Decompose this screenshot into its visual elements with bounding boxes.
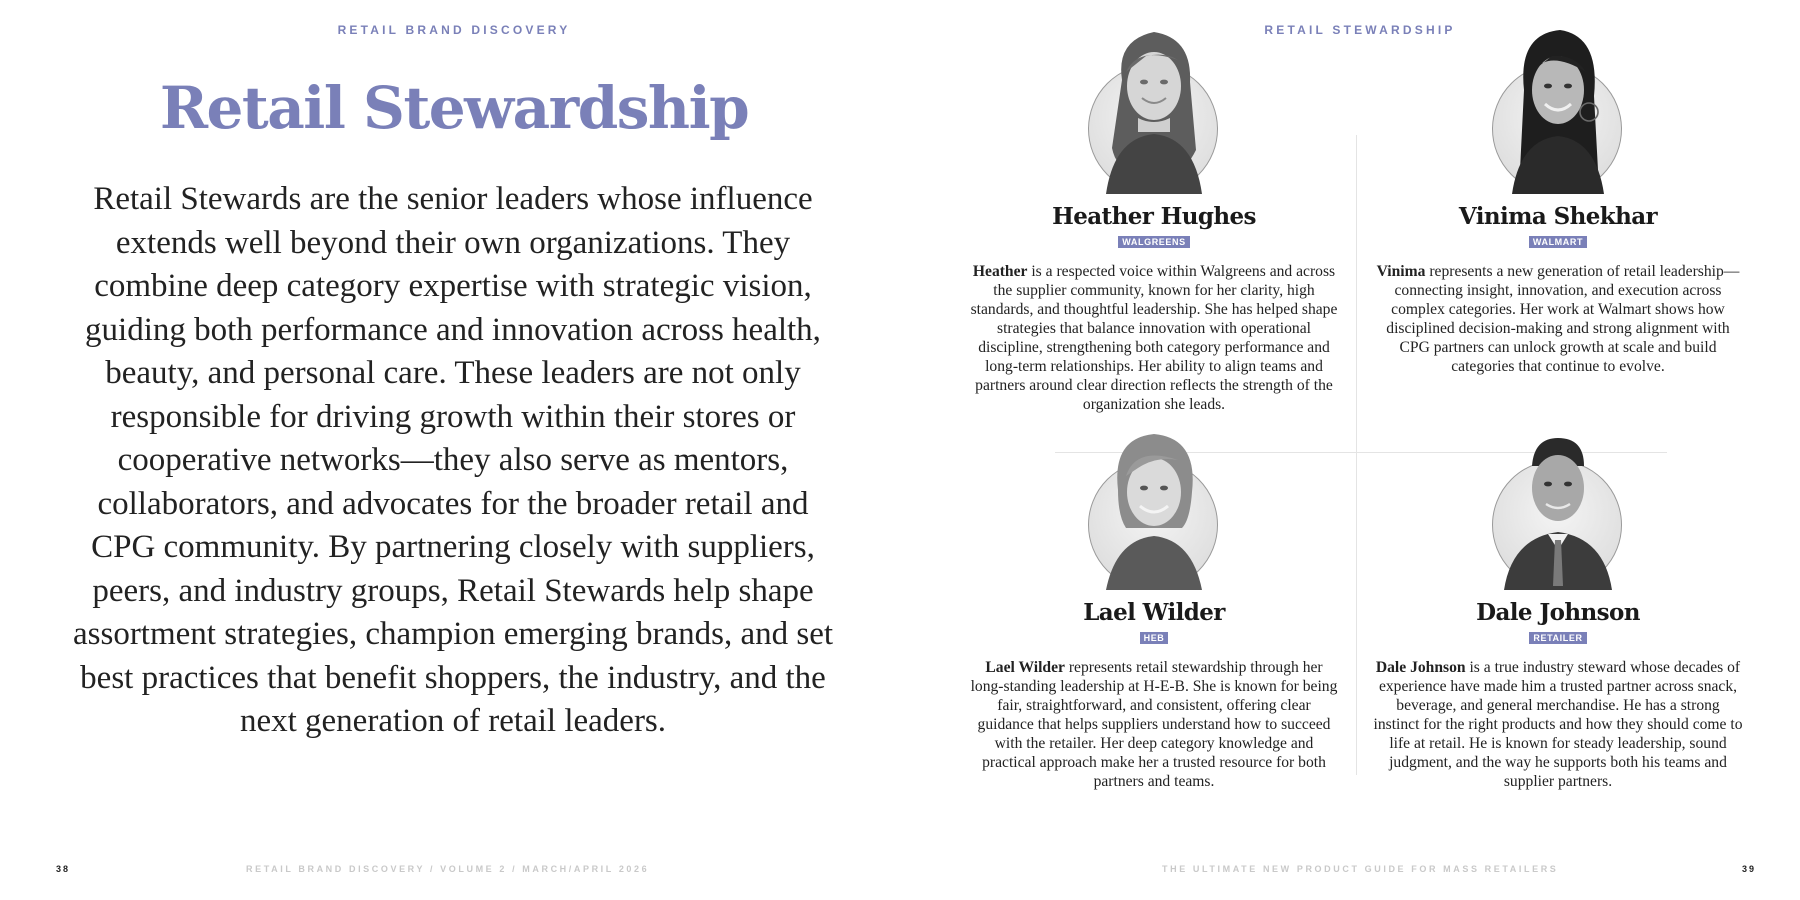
bio-text: is a true industry steward whose decades of experience have made him a trusted partner across snack, beverage, and general merchandise. He has a strong instinct for the right products and how they should come to life at retail. He is known for steady leadership, sound judgment, and the way he supports both his teams and supplier partners. <box>1373 659 1743 790</box>
intro-paragraph: Retail Stewards are the senior leaders whose influence extends well beyond their own organizations. They combine deep category expertise with strategic vision, guiding both performance and innovation across health, beauty, and personal care. These leaders are not only responsible for driving growth within their stores or cooperative networks—they also serve as mentors, collaborators, and advocates for the broader retail and CPG community. By partnering closely with suppliers, peers, and industry groups, Retail Stewards help shape assortment strategies, champion emerging brands, and set best practices that benefit shoppers, the industry, and the next generation of retail leaders. <box>72 181 834 739</box>
footer-left: RETAIL BRAND DISCOVERY / VOLUME 2 / MARCH/APRIL 2026 <box>246 864 650 874</box>
portrait-photo <box>1490 20 1626 198</box>
running-head-left: RETAIL BRAND DISCOVERY <box>337 23 571 37</box>
bio-text: represents a new generation of retail leadership—connecting insight, innovation, and execution across complex categories. Her work at Walmart shows how disciplined decision-making and strong alignment with CPG partners can unlock growth at scale and build categories that continue to evolve. <box>1386 263 1740 375</box>
profile-name: Vinima Shekhar <box>1458 203 1658 230</box>
retailer-badge: WALMART <box>1529 236 1587 248</box>
portrait-photo <box>1086 416 1222 594</box>
portrait-photo <box>1086 20 1222 198</box>
profile-card-lael-wilder <box>964 416 1344 791</box>
footer-right: THE ULTIMATE NEW PRODUCT GUIDE FOR MASS RETAILERS <box>1162 864 1559 874</box>
portrait-heather-icon <box>1086 20 1222 198</box>
profile-bio <box>968 658 1340 791</box>
portrait-lael-icon <box>1086 416 1222 594</box>
page-title: Retail Stewardship <box>159 74 749 142</box>
bio-lead: Heather <box>972 263 1028 280</box>
profile-bio <box>968 262 1340 414</box>
portrait-vinima-icon <box>1490 20 1626 198</box>
bio-text: is a respected voice within Walgreens and across the supplier community, known for her clarity, high standards, and thoughtful leadership. She has helped shape strategies that balance innovation with operational discipline, strengthening both category performance and long-term relationships. Her ability to align teams and partners around clear direction reflects the strength of the organization she leads. <box>970 263 1338 413</box>
profile-card-vinima-shekhar <box>1368 20 1748 376</box>
bio-text: represents retail stewardship through her long-standing leadership at H-E-B. She is known for being fair, straightforward, and consistent, offering clear guidance that helps suppliers understand how to succeed with the retailer. Her deep category knowledge and practical approach make her a trusted resource for both partners and teams. <box>970 659 1338 790</box>
profile-name: Lael Wilder <box>1083 599 1225 626</box>
right-page <box>900 0 1800 900</box>
page-number-right: 39 <box>1742 864 1757 874</box>
running-head-right: RETAIL STEWARDSHIP <box>1264 23 1456 37</box>
retailer-badge: WALGREENS <box>1118 236 1189 248</box>
retailer-badge: RETAILER <box>1529 632 1586 644</box>
profile-name: Dale Johnson <box>1476 599 1640 626</box>
retailer-badge: HEB <box>1140 632 1169 644</box>
bio-lead: Vinima <box>1376 263 1426 280</box>
page-number-left: 38 <box>56 864 71 874</box>
profile-card-dale-johnson <box>1368 416 1748 791</box>
portrait-photo <box>1490 416 1626 594</box>
bio-lead: Dale Johnson <box>1375 659 1466 676</box>
profile-card-heather-hughes <box>964 20 1344 414</box>
profile-bio <box>1372 658 1744 791</box>
portrait-dale-icon <box>1490 416 1626 594</box>
profile-bio <box>1372 262 1744 376</box>
grid-divider-vertical <box>1356 135 1357 775</box>
profile-name: Heather Hughes <box>1052 203 1256 230</box>
bio-lead: Lael Wilder <box>985 659 1065 676</box>
